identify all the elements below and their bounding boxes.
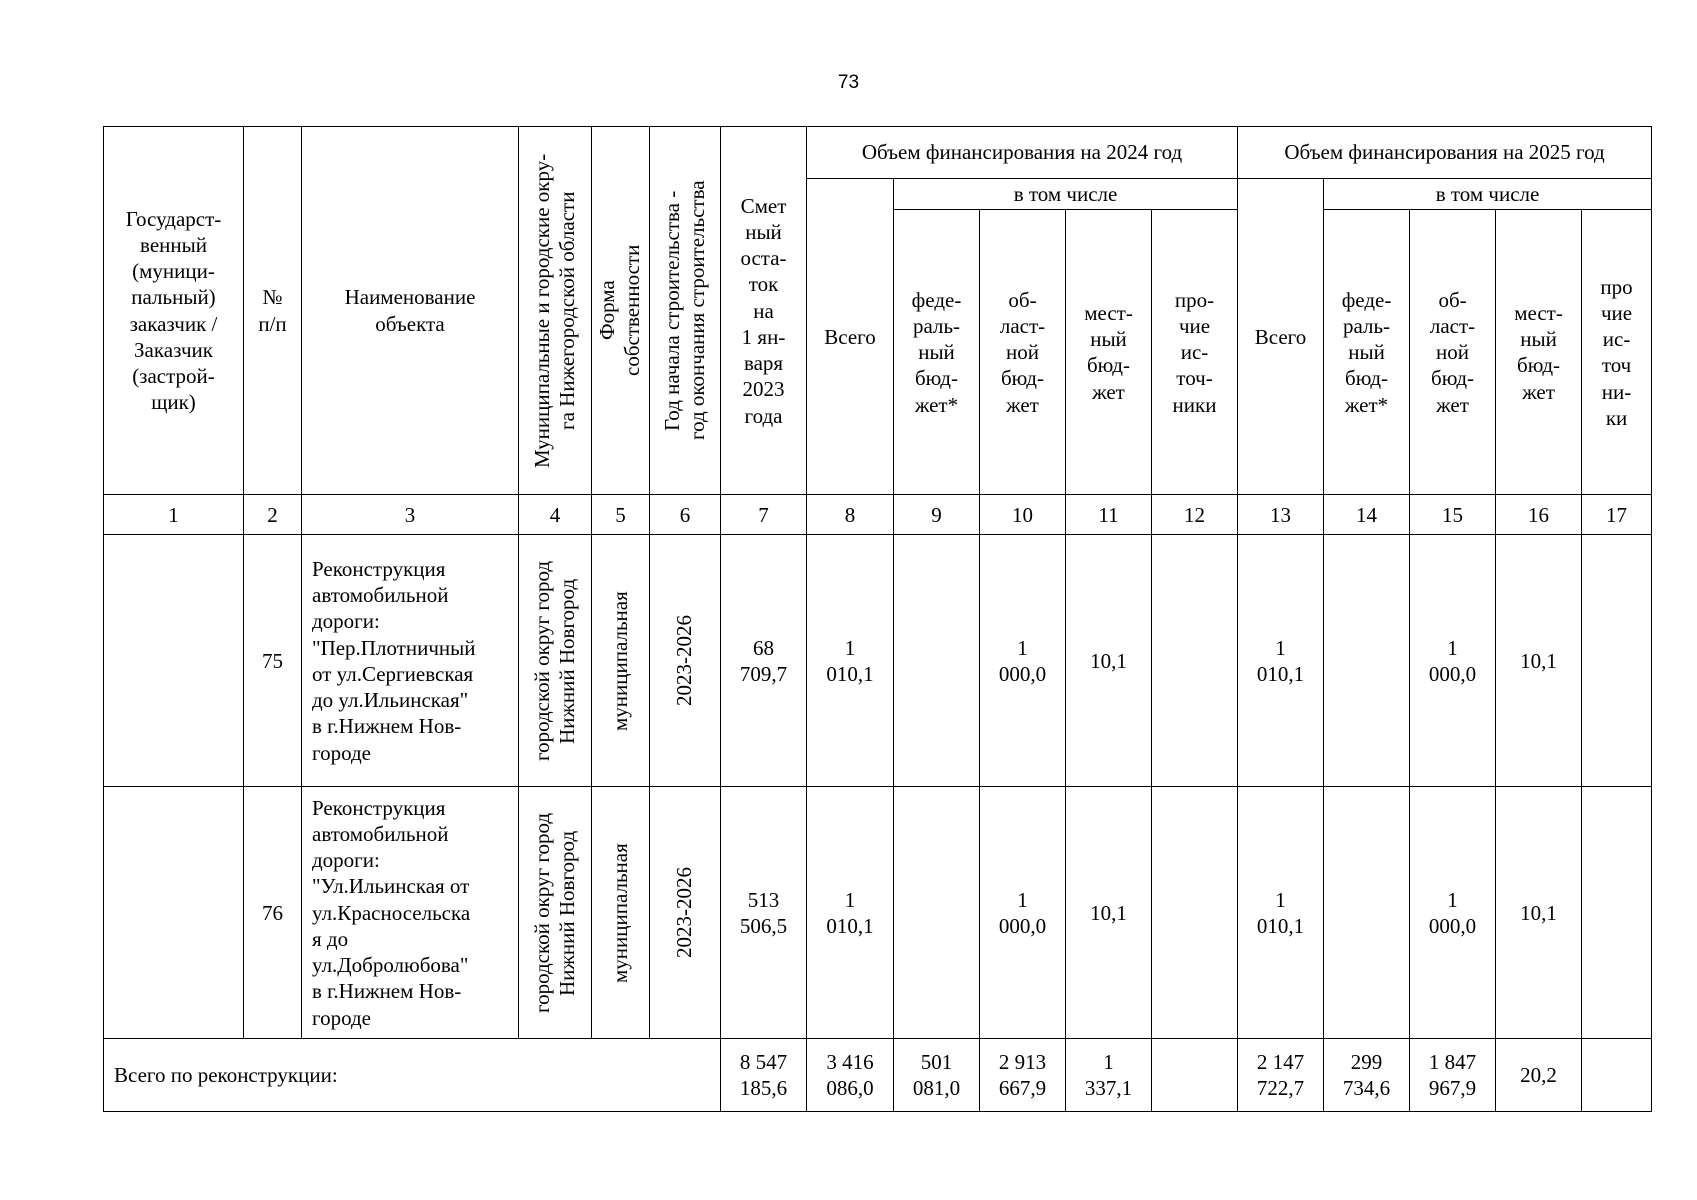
- column-number: 4: [519, 495, 592, 535]
- header-other-2024: про- чие ис- точ- ники: [1152, 210, 1238, 495]
- row-object-name: Реконструкция автомобильной дороги: "Пер.Плотничный от ул.Сергиевская до ул.Ильинская" в г.Нижнем Нов- городе: [302, 535, 519, 787]
- totals-federal-2025: 299 734,6: [1324, 1039, 1410, 1112]
- row-federal-2024: [894, 535, 980, 787]
- header-years: Год начала строительства - год окончания строительства: [659, 180, 709, 441]
- row-estimate: 68 709,7: [721, 535, 807, 787]
- totals-estimate: 8 547 185,6: [721, 1039, 807, 1112]
- row-federal-2024: [894, 787, 980, 1039]
- row-other-2025: [1582, 535, 1652, 787]
- column-number: 7: [721, 495, 807, 535]
- column-number: 15: [1410, 495, 1496, 535]
- totals-total-2024: 3 416 086,0: [807, 1039, 894, 1112]
- column-number: 2: [244, 495, 302, 535]
- totals-federal-2024: 501 081,0: [894, 1039, 980, 1112]
- row-ownership-cell: [592, 535, 650, 787]
- header-customer: Государст- венный (муници- пальный) заказчик / Заказчик (застрой- щик): [104, 127, 244, 495]
- header-municipality-cell: [519, 127, 592, 495]
- header-regional-2025: об- ласт- ной бюд- жет: [1410, 210, 1496, 495]
- row-total-2025: 1 010,1: [1238, 535, 1324, 787]
- row-total-2024: 1 010,1: [807, 535, 894, 787]
- row-regional-2025: 1 000,0: [1410, 787, 1496, 1039]
- header-years-cell: [650, 127, 721, 495]
- row-years-cell: [650, 787, 721, 1039]
- row-num: 76: [244, 787, 302, 1039]
- row-other-2025: [1582, 787, 1652, 1039]
- header-total-2025: Всего: [1238, 179, 1324, 495]
- header-local-2025: мест- ный бюд- жет: [1496, 210, 1582, 495]
- header-including-2024: в том числе: [894, 179, 1238, 210]
- row-years: 2023-2026: [672, 615, 697, 707]
- header-estimate: Смет ный оста- ток на 1 ян- варя 2023 года: [721, 127, 807, 495]
- column-number: 16: [1496, 495, 1582, 535]
- header-local-2024: мест- ный бюд- жет: [1066, 210, 1152, 495]
- column-number: 17: [1582, 495, 1652, 535]
- row-regional-2024: 1 000,0: [980, 787, 1066, 1039]
- page-number: 73: [837, 72, 860, 93]
- row-local-2024: 10,1: [1066, 535, 1152, 787]
- column-number: 6: [650, 495, 721, 535]
- totals-total-2025: 2 147 722,7: [1238, 1039, 1324, 1112]
- row-municipality: городской округ город Нижний Новгород: [529, 560, 579, 761]
- row-estimate: 513 506,5: [721, 787, 807, 1039]
- column-number: 12: [1152, 495, 1238, 535]
- totals-row: [104, 1039, 1652, 1112]
- row-ownership: муниципальная: [607, 590, 632, 731]
- row-ownership: муниципальная: [607, 842, 632, 983]
- column-number: 3: [302, 495, 519, 535]
- row-object-name: Реконструкция автомобильной дороги: "Ул.Ильинская от ул.Красносельска я до ул.Добролюбова" в г.Нижнем Нов- городе: [302, 787, 519, 1039]
- column-number: 5: [592, 495, 650, 535]
- row-regional-2024: 1 000,0: [980, 535, 1066, 787]
- column-number: 13: [1238, 495, 1324, 535]
- header-regional-2024: об- ласт- ной бюд- жет: [980, 210, 1066, 495]
- row-num: 75: [244, 535, 302, 787]
- totals-other-2024: [1152, 1039, 1238, 1112]
- totals-other-2025: [1582, 1039, 1652, 1112]
- financing-table: [103, 126, 1652, 1112]
- column-number: 1: [104, 495, 244, 535]
- row-municipality-cell: [519, 787, 592, 1039]
- row-other-2024: [1152, 787, 1238, 1039]
- row-other-2024: [1152, 535, 1238, 787]
- header-federal-2024: феде- раль- ный бюд- жет*: [894, 210, 980, 495]
- header-fin-2024: Объем финансирования на 2024 год: [807, 127, 1238, 179]
- header-including-2025: в том числе: [1324, 179, 1652, 210]
- row-federal-2025: [1324, 535, 1410, 787]
- row-customer: [104, 535, 244, 787]
- table-row: [104, 535, 1652, 787]
- row-local-2025: 10,1: [1496, 787, 1582, 1039]
- row-years-cell: [650, 535, 721, 787]
- row-ownership-cell: [592, 787, 650, 1039]
- row-federal-2025: [1324, 787, 1410, 1039]
- header-municipality: Муниципальные и городские окру- га Нижегородской области: [529, 153, 579, 468]
- column-number: 11: [1066, 495, 1152, 535]
- row-total-2024: 1 010,1: [807, 787, 894, 1039]
- header-row-1: [104, 127, 1652, 179]
- totals-label: Всего по реконструкции:: [104, 1039, 721, 1112]
- row-customer: [104, 787, 244, 1039]
- totals-regional-2025: 1 847 967,9: [1410, 1039, 1496, 1112]
- header-total-2024: Всего: [807, 179, 894, 495]
- header-ownership-cell: [592, 127, 650, 495]
- row-local-2024: 10,1: [1066, 787, 1152, 1039]
- row-local-2025: 10,1: [1496, 535, 1582, 787]
- header-other-2025: про чие ис- точ ни- ки: [1582, 210, 1652, 495]
- column-number: 9: [894, 495, 980, 535]
- row-municipality: городской округ город Нижний Новгород: [529, 812, 579, 1013]
- totals-local-2025: 20,2: [1496, 1039, 1582, 1112]
- column-number: 8: [807, 495, 894, 535]
- header-federal-2025: феде- раль- ный бюд- жет*: [1324, 210, 1410, 495]
- row-total-2025: 1 010,1: [1238, 787, 1324, 1039]
- header-ownership: Форма собственности: [595, 244, 645, 377]
- column-number: 10: [980, 495, 1066, 535]
- table-row: [104, 787, 1652, 1039]
- row-regional-2025: 1 000,0: [1410, 535, 1496, 787]
- row-municipality-cell: [519, 535, 592, 787]
- column-number: 14: [1324, 495, 1410, 535]
- totals-regional-2024: 2 913 667,9: [980, 1039, 1066, 1112]
- header-fin-2025: Объем финансирования на 2025 год: [1238, 127, 1652, 179]
- column-numbers-row: [104, 495, 1652, 535]
- header-num: № п/п: [244, 127, 302, 495]
- totals-local-2024: 1 337,1: [1066, 1039, 1152, 1112]
- header-object-name: Наименование объекта: [302, 127, 519, 495]
- row-years: 2023-2026: [672, 867, 697, 959]
